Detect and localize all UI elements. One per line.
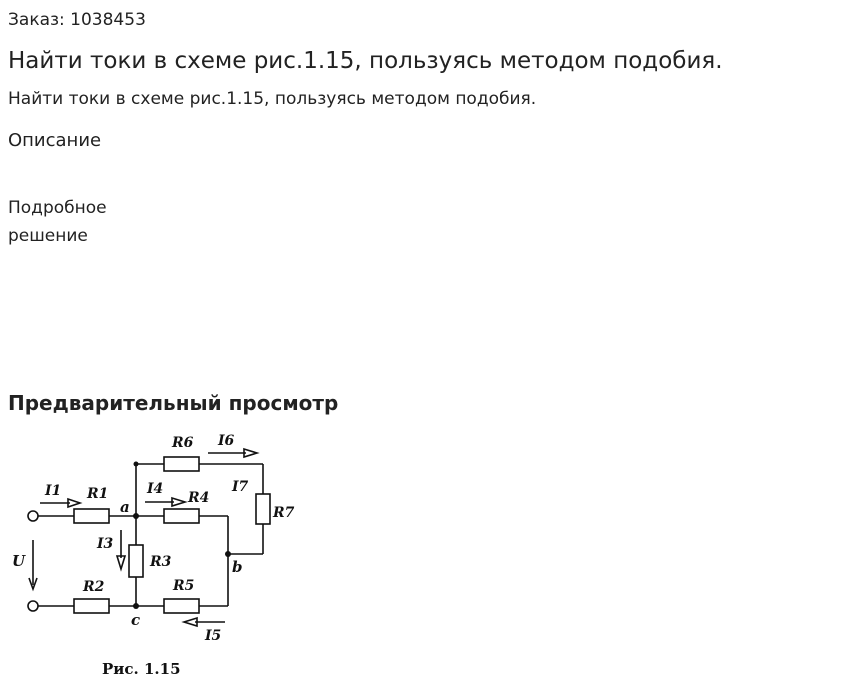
description-label: Описание — [8, 130, 102, 151]
preview-heading: Предварительный просмотр — [8, 391, 339, 415]
resistor-r1 — [74, 509, 109, 523]
page-title: Найти токи в схеме рис.1.15, пользуясь методом подобия. — [8, 48, 723, 74]
terminal-top — [28, 511, 38, 521]
resistor-r5 — [164, 599, 199, 613]
node-top — [134, 462, 139, 467]
label-i5: I5 — [205, 628, 222, 644]
solution-label: Подробное решение — [8, 198, 107, 246]
label-r1: R1 — [87, 486, 109, 502]
label-i6: I6 — [218, 433, 235, 449]
label-r3: R3 — [150, 554, 172, 570]
label-node-c: c — [131, 611, 141, 629]
node-b — [225, 551, 231, 557]
resistor-r7 — [256, 494, 270, 524]
resistor-r3 — [129, 545, 143, 577]
label-i3: I3 — [97, 536, 114, 552]
terminal-bottom — [28, 601, 38, 611]
figure-caption: Рис. 1.15 — [102, 660, 181, 678]
page-subtitle: Найти токи в схеме рис.1.15, пользуясь методом подобия. — [8, 89, 537, 109]
label-node-a: a — [120, 498, 130, 516]
label-i1: I1 — [45, 483, 62, 499]
resistor-r6 — [164, 457, 199, 471]
label-i4: I4 — [147, 481, 164, 497]
node-a — [133, 513, 139, 519]
order-number: Заказ: 1038453 — [8, 10, 146, 30]
label-node-b: b — [232, 558, 243, 576]
label-r7: R7 — [273, 505, 295, 521]
circuit-diagram — [0, 425, 310, 690]
label-r2: R2 — [83, 579, 105, 595]
label-r4: R4 — [188, 490, 210, 506]
label-u: U — [12, 552, 26, 570]
resistor-r2 — [74, 599, 109, 613]
label-r5: R5 — [173, 578, 195, 594]
label-i7: I7 — [232, 479, 249, 495]
circuit-figure — [0, 425, 310, 690]
resistor-r4 — [164, 509, 199, 523]
label-r6: R6 — [172, 435, 194, 451]
node-c — [133, 603, 139, 609]
